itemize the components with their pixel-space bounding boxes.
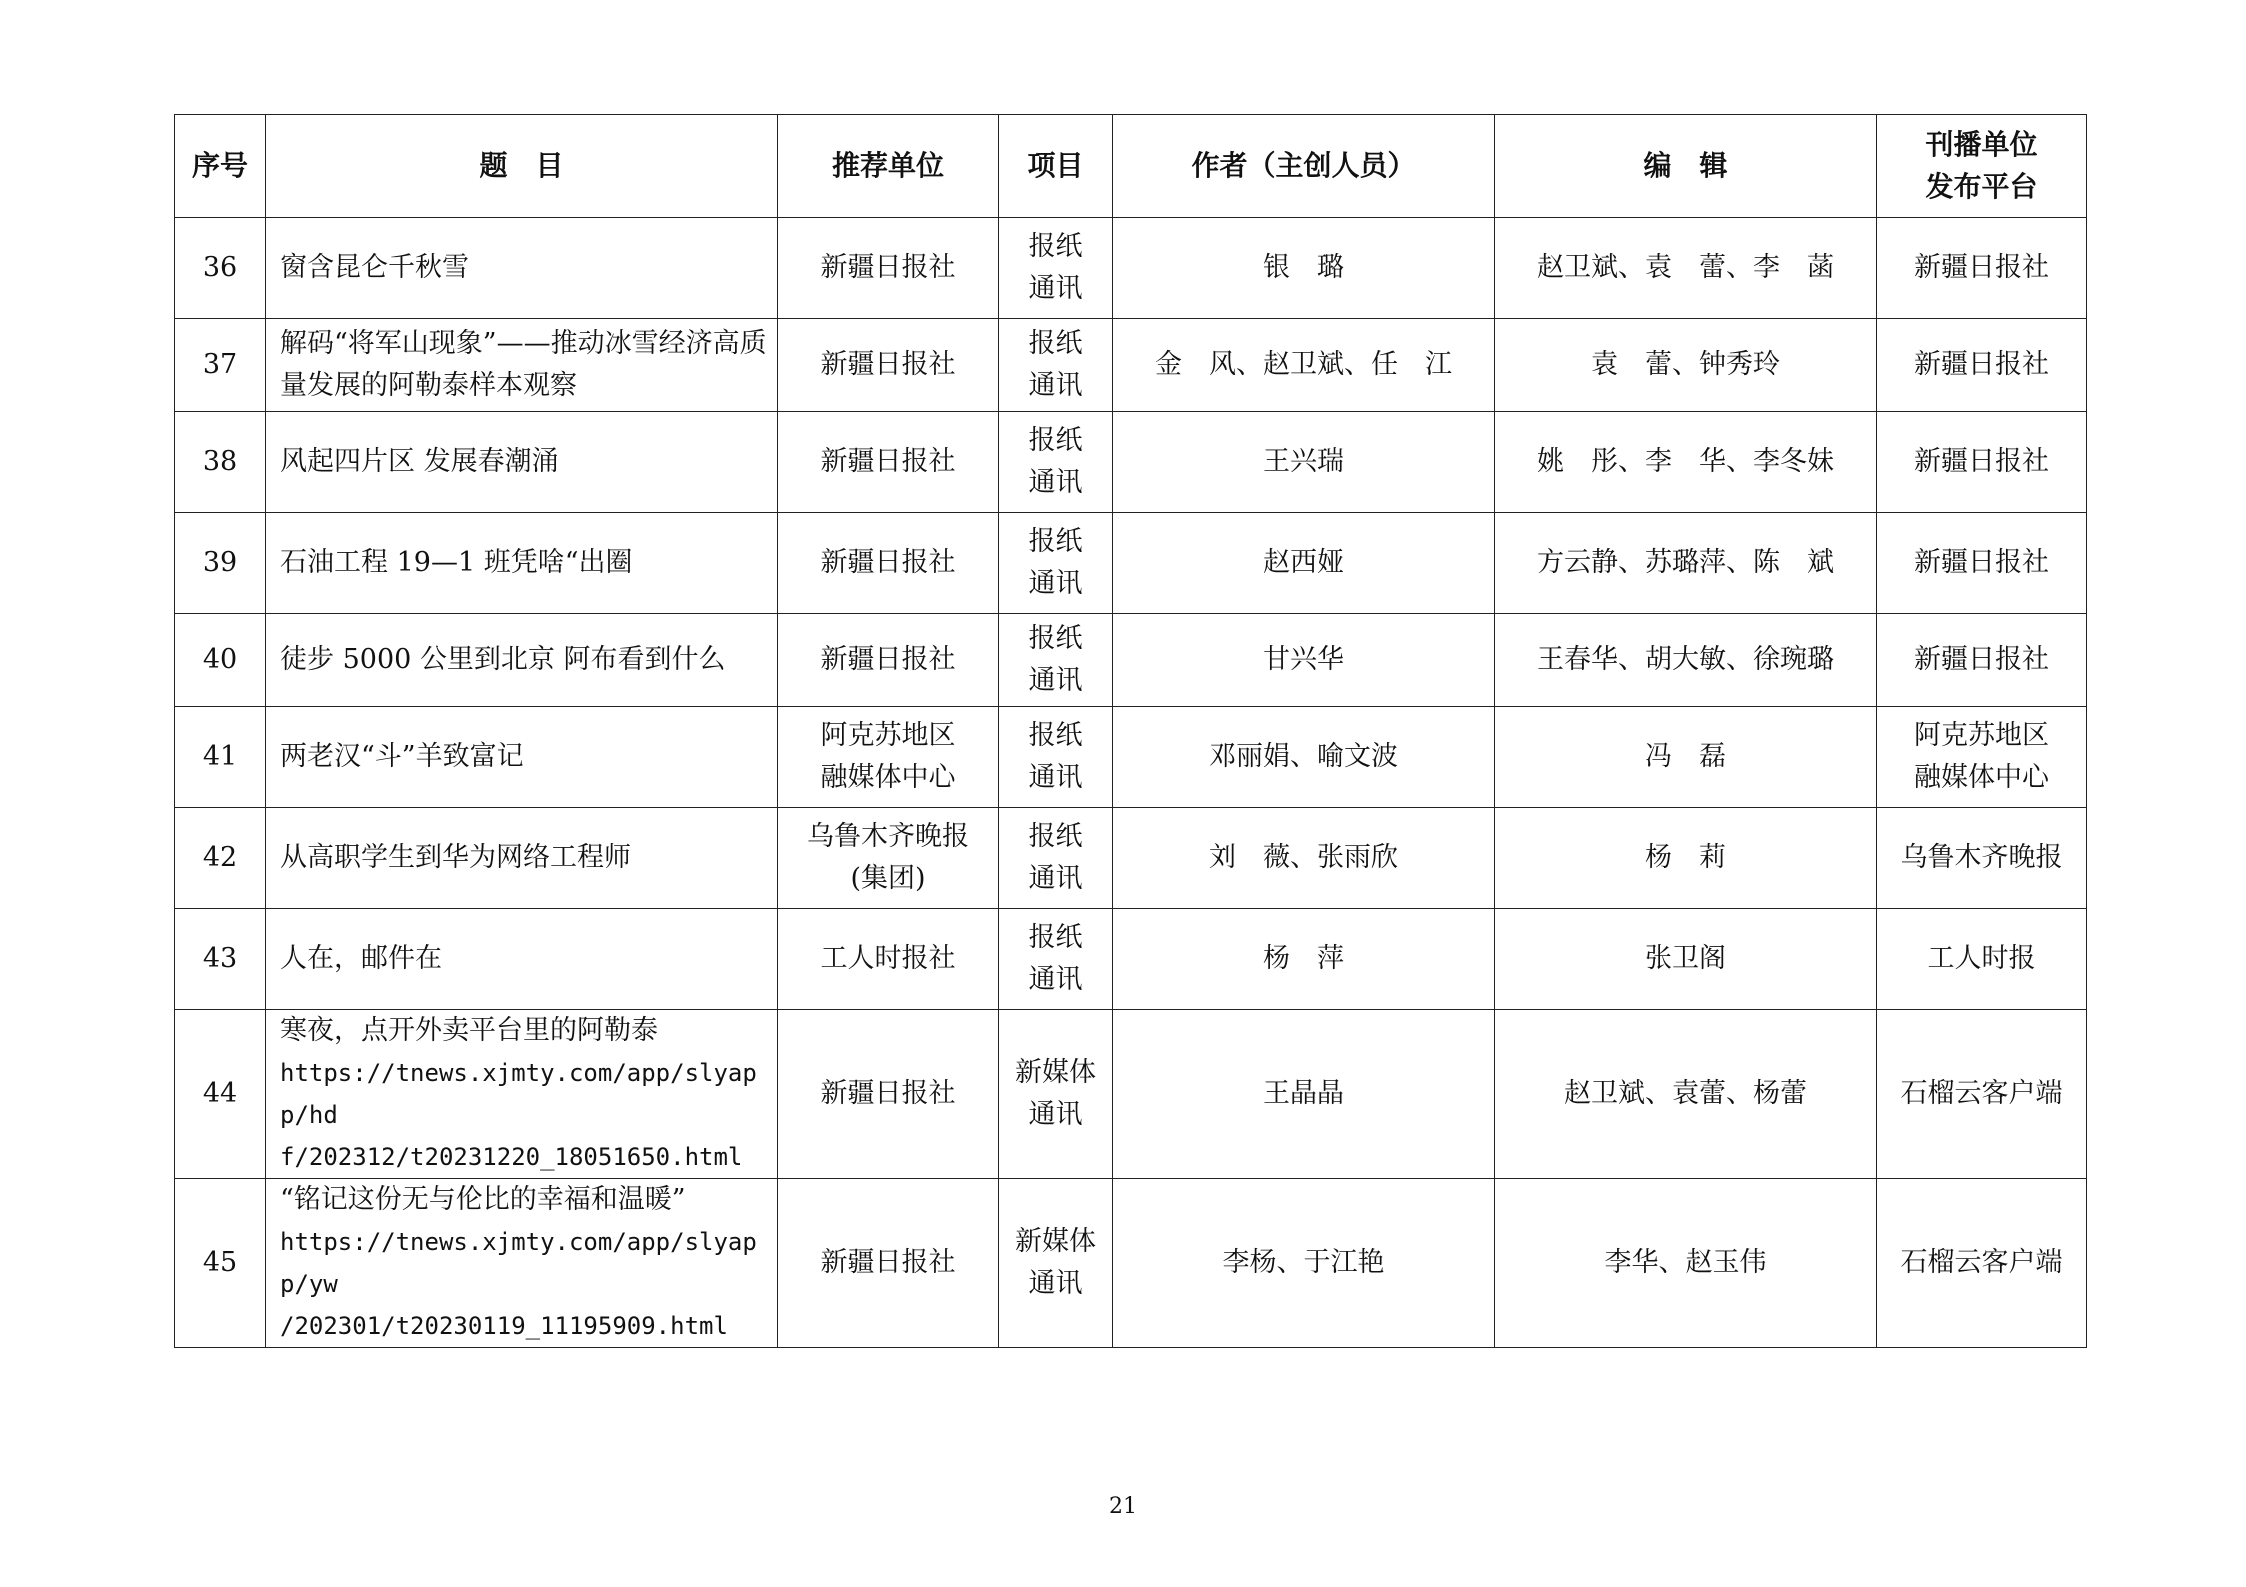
row-title-cell (266, 614, 778, 707)
row-title-text: 窗含昆仑千秋雪 (280, 252, 469, 283)
row-index-cell: 45 (175, 1179, 266, 1348)
row-title-cell (266, 1179, 778, 1348)
row-category-cell (999, 1010, 1113, 1179)
table-body (175, 218, 2087, 1348)
row-publisher-cell (1877, 1179, 2087, 1348)
row-category-line2: 通讯 (1028, 467, 1083, 498)
row-title-cell (266, 513, 778, 614)
row-unit-cell (778, 513, 999, 614)
header-authors: 作者（主创人员） (1113, 115, 1495, 218)
row-title-cell (266, 218, 778, 319)
row-index-cell: 38 (175, 412, 266, 513)
row-unit-cell (778, 808, 999, 909)
row-category-cell (999, 412, 1113, 513)
table-row (175, 513, 2087, 614)
row-publisher-cell (1877, 513, 2087, 614)
table-row (175, 1010, 2087, 1179)
row-publisher-line1: 阿克苏地区 (1914, 720, 2049, 751)
row-authors-cell: 银 璐 (1113, 218, 1495, 319)
page-number: 21 (1109, 1494, 1137, 1519)
row-category-cell (999, 513, 1113, 614)
row-url-line2: f/202312/t20231220_18051650.html (280, 1143, 743, 1171)
row-category-line2: 通讯 (1028, 863, 1083, 894)
row-editors-cell: 姚 彤、李 华、李冬妹 (1495, 412, 1877, 513)
row-title-cell (266, 412, 778, 513)
row-category-cell (999, 707, 1113, 808)
row-authors-cell: 王兴瑞 (1113, 412, 1495, 513)
table-row (175, 808, 2087, 909)
row-editors-cell: 方云静、苏璐萍、陈 斌 (1495, 513, 1877, 614)
row-unit-line1: 新疆日报社 (820, 1078, 956, 1109)
row-publisher-cell (1877, 218, 2087, 319)
row-url-line2: /202301/t20230119_11195909.html (280, 1312, 728, 1340)
row-category-line2: 通讯 (1028, 273, 1083, 304)
row-editors-cell: 王春华、胡大敏、徐琬璐 (1495, 614, 1877, 707)
row-authors-cell: 李杨、于江艳 (1113, 1179, 1495, 1348)
header-publisher-line1: 刊播单位 (1925, 128, 2038, 161)
row-unit-cell (778, 319, 999, 412)
row-publisher-cell (1877, 614, 2087, 707)
row-category-line1: 报纸 (1028, 623, 1083, 654)
row-editors-cell: 赵卫斌、袁 蕾、李 菡 (1495, 218, 1877, 319)
row-category-line2: 通讯 (1028, 964, 1083, 995)
row-category-cell (999, 319, 1113, 412)
row-publisher-cell (1877, 1010, 2087, 1179)
header-index: 序号 (175, 115, 266, 218)
row-category-line1: 报纸 (1028, 526, 1083, 557)
row-unit-line1: 新疆日报社 (820, 644, 956, 675)
row-editors-cell: 杨 莉 (1495, 808, 1877, 909)
table-row (175, 614, 2087, 707)
row-index-cell: 36 (175, 218, 266, 319)
row-title-text: 石油工程 19—1 班凭啥“出圈 (280, 547, 633, 578)
row-title-cell (266, 909, 778, 1010)
row-editors-cell: 袁 蕾、钟秀玲 (1495, 319, 1877, 412)
row-category-cell (999, 909, 1113, 1010)
row-editors-cell: 张卫阁 (1495, 909, 1877, 1010)
row-title-cell (266, 707, 778, 808)
row-url-line1: https://tnews.xjmty.com/app/slyapp/yw (280, 1228, 757, 1298)
row-publisher-line1: 工人时报 (1927, 943, 2036, 974)
row-authors-cell: 刘 薇、张雨欣 (1113, 808, 1495, 909)
row-publisher-cell (1877, 319, 2087, 412)
row-editors-cell: 赵卫斌、袁蕾、杨蕾 (1495, 1010, 1877, 1179)
table-row (175, 909, 2087, 1010)
row-title-text: 徒步 5000 公里到北京 阿布看到什么 (280, 644, 726, 675)
row-publisher-cell (1877, 412, 2087, 513)
row-index-cell: 43 (175, 909, 266, 1010)
row-unit-line1: 工人时报社 (820, 943, 956, 974)
row-category-line2: 通讯 (1028, 665, 1083, 696)
row-category-line1: 报纸 (1028, 328, 1083, 359)
row-unit-cell (778, 707, 999, 808)
row-category-line2: 通讯 (1028, 568, 1083, 599)
table-row (175, 319, 2087, 412)
row-unit-cell (778, 412, 999, 513)
row-index-cell: 39 (175, 513, 266, 614)
row-category-line2: 通讯 (1028, 370, 1083, 401)
row-unit-cell (778, 1010, 999, 1179)
row-category-line2: 通讯 (1028, 1268, 1083, 1299)
row-publisher-line1: 新疆日报社 (1914, 644, 2049, 675)
row-category-line1: 报纸 (1028, 231, 1083, 262)
row-category-line1: 报纸 (1028, 922, 1083, 953)
row-title-cell (266, 1010, 778, 1179)
row-publisher-line2: 融媒体中心 (1914, 762, 2049, 793)
row-publisher-line1: 新疆日报社 (1914, 446, 2049, 477)
row-authors-cell: 王晶晶 (1113, 1010, 1495, 1179)
header-unit: 推荐单位 (778, 115, 999, 218)
header-category: 项目 (999, 115, 1113, 218)
row-unit-line1: 新疆日报社 (820, 446, 956, 477)
row-authors-cell: 邓丽娟、喻文波 (1113, 707, 1495, 808)
row-publisher-line1: 石榴云客户端 (1900, 1247, 2063, 1278)
row-publisher-cell (1877, 808, 2087, 909)
row-title-text: 人在，邮件在 (280, 943, 442, 974)
table-row (175, 412, 2087, 513)
row-category-line1: 新媒体 (1015, 1057, 1096, 1088)
row-unit-line1: 乌鲁木齐晚报 (807, 821, 969, 852)
table-row (175, 707, 2087, 808)
row-authors-cell: 金 风、赵卫斌、任 江 (1113, 319, 1495, 412)
row-title-cell (266, 319, 778, 412)
row-title-text: 解码“将军山现象”——推动冰雪经济高质量发展的阿勒泰样本观察 (280, 328, 767, 401)
row-index-cell: 42 (175, 808, 266, 909)
header-publisher (1877, 115, 2087, 218)
table-row (175, 1179, 2087, 1348)
row-unit-cell (778, 614, 999, 707)
row-category-line1: 报纸 (1028, 425, 1083, 456)
row-category-line2: 通讯 (1028, 762, 1083, 793)
header-publisher-line2: 发布平台 (1925, 170, 2038, 203)
row-unit-cell (778, 909, 999, 1010)
row-unit-line2: (集团) (850, 863, 926, 894)
row-category-line1: 报纸 (1028, 720, 1083, 751)
row-category-line2: 通讯 (1028, 1099, 1083, 1130)
row-unit-line1: 阿克苏地区 (820, 720, 956, 751)
row-title-text: “铭记这份无与伦比的幸福和温暖” (280, 1184, 686, 1215)
row-unit-line1: 新疆日报社 (820, 1247, 956, 1278)
row-unit-line1: 新疆日报社 (820, 547, 956, 578)
table-row (175, 218, 2087, 319)
row-category-cell (999, 218, 1113, 319)
header-title: 题 目 (266, 115, 778, 218)
row-editors-cell: 李华、赵玉伟 (1495, 1179, 1877, 1348)
row-title-text: 从高职学生到华为网络工程师 (280, 842, 631, 873)
row-index-cell: 41 (175, 707, 266, 808)
header-editors: 编 辑 (1495, 115, 1877, 218)
row-url-line1: https://tnews.xjmty.com/app/slyapp/hd (280, 1059, 757, 1129)
header-row (175, 115, 2087, 218)
row-title-cell (266, 808, 778, 909)
row-publisher-line1: 石榴云客户端 (1900, 1078, 2063, 1109)
row-publisher-cell (1877, 707, 2087, 808)
row-index-cell: 37 (175, 319, 266, 412)
row-title-text: 两老汉“斗”羊致富记 (280, 741, 524, 772)
row-publisher-line1: 新疆日报社 (1914, 547, 2049, 578)
row-category-cell (999, 808, 1113, 909)
row-publisher-cell (1877, 909, 2087, 1010)
awards-table (174, 114, 2087, 1348)
row-category-cell (999, 1179, 1113, 1348)
row-title-text: 寒夜，点开外卖平台里的阿勒泰 (280, 1015, 658, 1046)
row-unit-cell (778, 1179, 999, 1348)
row-title-text: 风起四片区 发展春潮涌 (280, 446, 559, 477)
row-unit-line1: 新疆日报社 (820, 349, 956, 380)
row-unit-line1: 新疆日报社 (820, 252, 956, 283)
row-authors-cell: 杨 萍 (1113, 909, 1495, 1010)
row-editors-cell: 冯 磊 (1495, 707, 1877, 808)
row-category-line1: 报纸 (1028, 821, 1083, 852)
row-publisher-line1: 新疆日报社 (1914, 252, 2049, 283)
row-category-cell (999, 614, 1113, 707)
row-authors-cell: 甘兴华 (1113, 614, 1495, 707)
row-publisher-line1: 乌鲁木齐晚报 (1900, 842, 2063, 873)
row-category-line1: 新媒体 (1015, 1226, 1096, 1257)
row-index-cell: 44 (175, 1010, 266, 1179)
row-unit-cell (778, 218, 999, 319)
row-publisher-line1: 新疆日报社 (1914, 349, 2049, 380)
row-index-cell: 40 (175, 614, 266, 707)
row-authors-cell: 赵西娅 (1113, 513, 1495, 614)
row-unit-line2: 融媒体中心 (820, 762, 956, 793)
